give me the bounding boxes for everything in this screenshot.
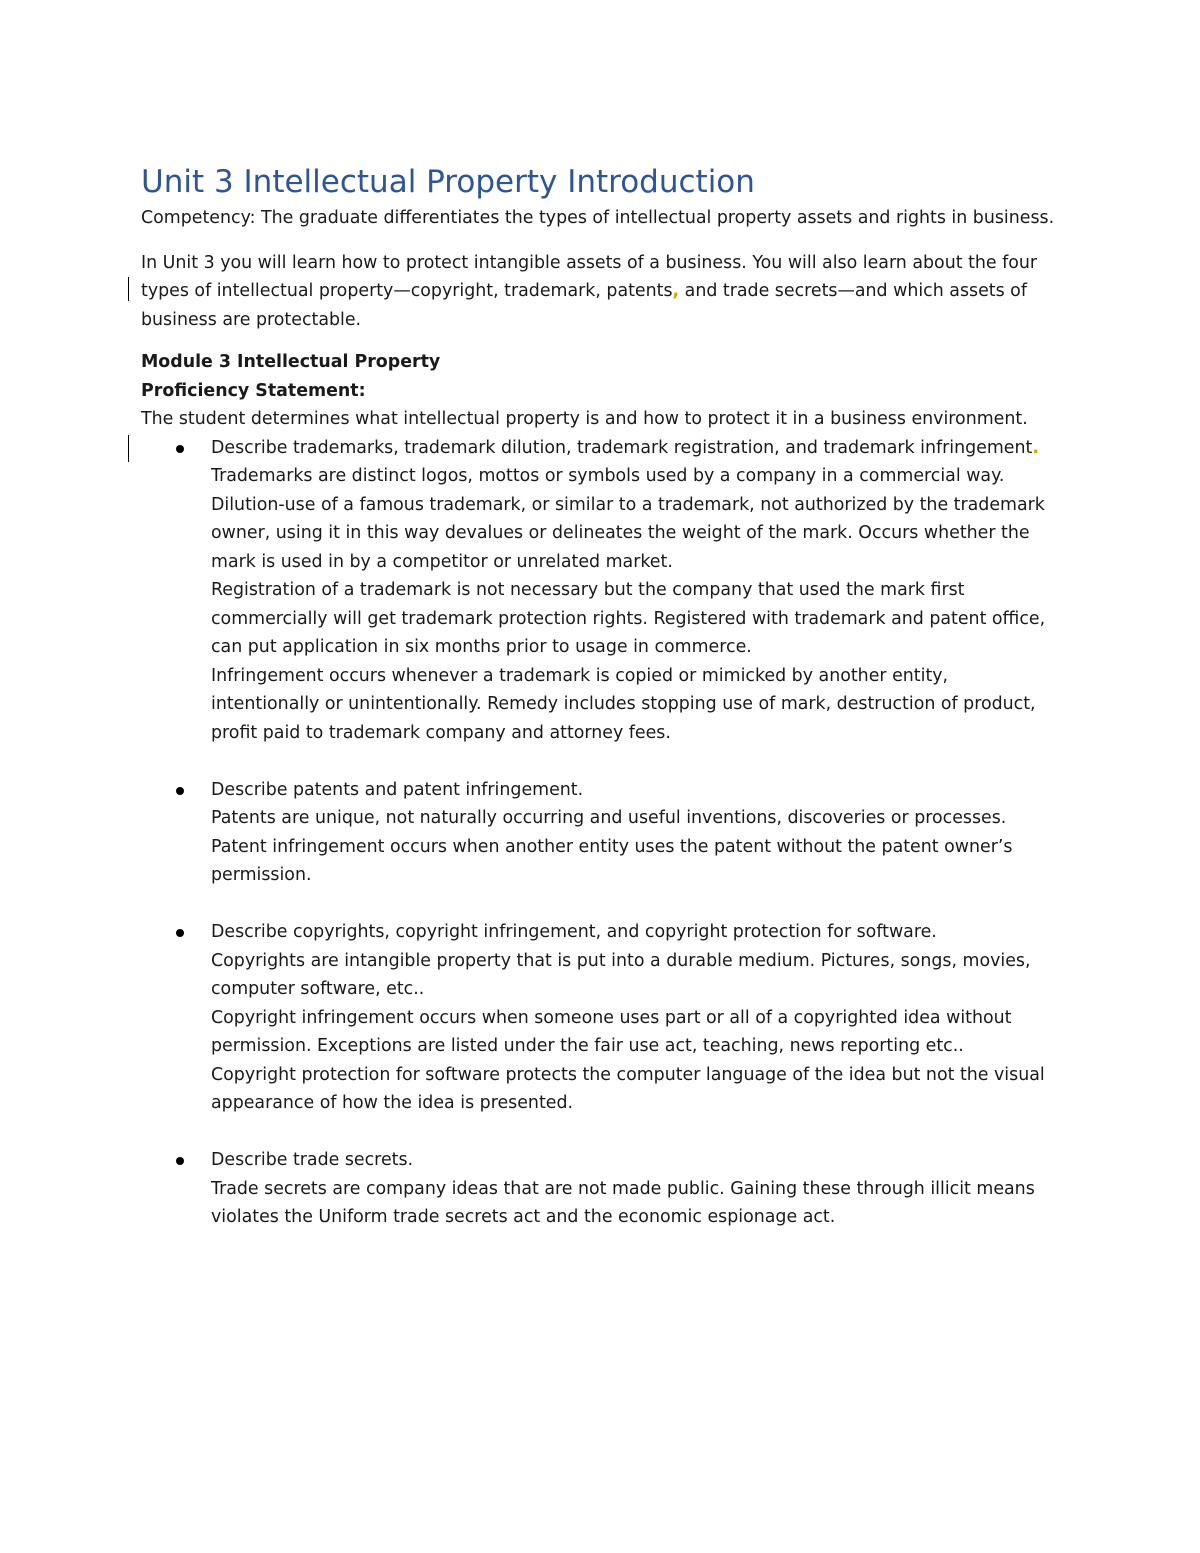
objective-patents xyxy=(141,776,1061,890)
objective-title: Describe copyrights, copyright infringement, and copyright protection for software. xyxy=(211,922,937,942)
module-section xyxy=(141,348,1061,1232)
objective-title-text: Describe trademarks, trademark dilution, trademark registration, and trademark infringement xyxy=(211,437,1033,458)
objective-detail: Copyright protection for software protects the computer language of the idea but not the visual appearance of how the idea is presented. xyxy=(211,1064,1045,1113)
objective-detail: Dilution-use of a famous trademark, or similar to a trademark, not authorized by the trademark owner, using it in this way devalues or delineates the weight of the mark. Occurs whether the mark is used in by a competitor or unrelated market. xyxy=(211,494,1045,572)
objective-detail: Registration of a trademark is not necessary but the company that used the mark first commercially will get trademark protection rights. Registered with trademark and patent office, can put application in six months prior to usage in commerce. xyxy=(211,580,1046,657)
intro-text-part1: In Unit 3 you will learn how to protect intangible assets of a business. You will also learn about the four types of intellectual property—copyright, trademark, patents xyxy=(141,252,1038,301)
document-body xyxy=(141,162,1061,1232)
bullet-icon xyxy=(176,1157,184,1165)
comment-marker: . xyxy=(1032,437,1039,458)
objective-detail: Infringement occurs whenever a trademark is copied or mimicked by another entity, intentionally or unintentionally. Remedy includes stopping use of mark, destruction of product, profit paid to trademark company and attorney fees. xyxy=(211,665,1036,743)
objective-title: Describe patents and patent infringement. xyxy=(211,779,584,800)
objective-detail: Copyright infringement occurs when someone uses part or all of a copyrighted idea without permission. Exceptions are listed under the fair use act, teaching, news reporting etc.. xyxy=(211,1007,1012,1056)
proficiency-statement: The student determines what intellectual property is and how to protect it in a business environment. xyxy=(141,409,1028,429)
comment-marker: , xyxy=(672,281,680,301)
objective-detail: Trade secrets are company ideas that are not made public. Gaining these through illicit means violates the Uniform trade secrets act and the economic espionage act. xyxy=(211,1178,1035,1227)
unit-intro-paragraph xyxy=(141,249,1061,335)
bullet-icon xyxy=(176,787,184,795)
objective-trade-secrets xyxy=(141,1146,1061,1232)
competency-statement: Competency: The graduate differentiates the types of intellectual property assets and rights in business. xyxy=(141,208,1055,228)
proficiency-label: Proficiency Statement: xyxy=(141,380,366,401)
objective-title xyxy=(211,434,1061,463)
intro-text-part2: and trade secrets—and which assets of business are protectable. xyxy=(141,281,1027,330)
page-title: Unit 3 Intellectual Property Introduction xyxy=(141,164,755,200)
objective-trademarks xyxy=(141,434,1061,748)
module-heading: Module 3 Intellectual Property xyxy=(141,352,441,372)
objectives-list xyxy=(141,434,1061,1232)
change-bar-objectives xyxy=(128,435,129,462)
bullet-icon xyxy=(176,445,184,453)
objective-detail: Patent infringement occurs when another entity uses the patent without the patent owner’s permission. xyxy=(211,836,1013,885)
change-bar-intro xyxy=(128,277,129,301)
bullet-icon xyxy=(176,929,184,937)
objective-copyrights xyxy=(141,918,1061,1118)
objective-detail: Trademarks are distinct logos, mottos or symbols used by a company in a commercial way. xyxy=(211,466,1005,486)
objective-detail: Patents are unique, not naturally occurring and useful inventions, discoveries or processes. xyxy=(211,808,1007,828)
objective-title: Describe trade secrets. xyxy=(211,1150,414,1170)
objective-detail: Copyrights are intangible property that is put into a durable medium. Pictures, songs, movies, computer software, etc.. xyxy=(211,950,1031,999)
